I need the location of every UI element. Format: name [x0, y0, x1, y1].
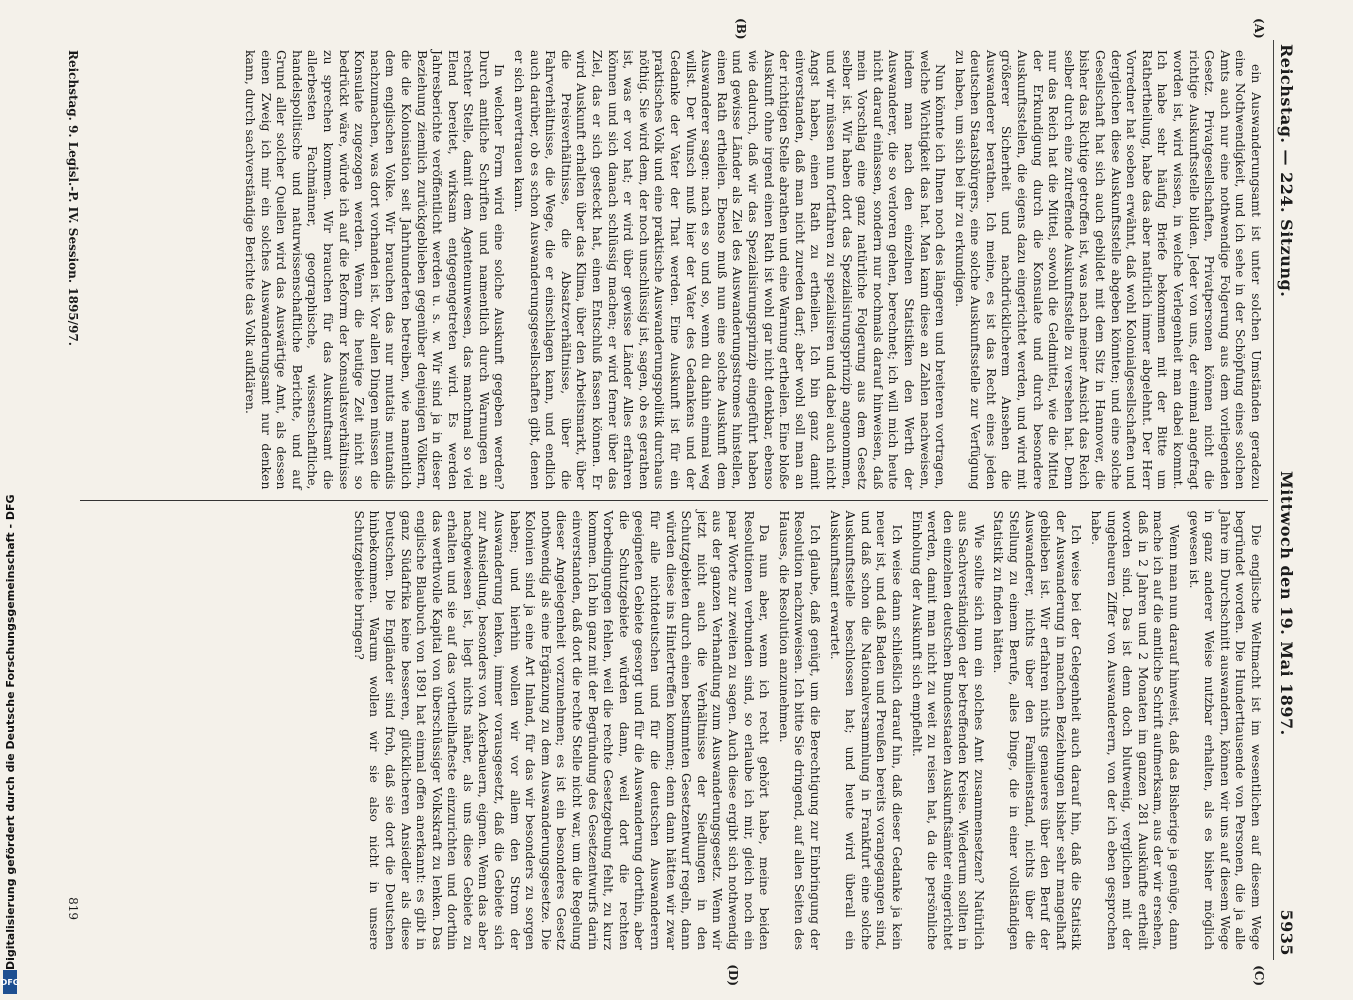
paragraph: Ich weise dann schließlich darauf hin, daß dieser Gedanke ja kein neuer ist, und daß Baden und Preußen bereits vorangegangen sind, und daß schon die Nationalversammlung in Frankfurt eine solche Auskunftsstelle beschlossen hat; und heute wird überall ein Auskunftsamt erwartet.: [827, 510, 905, 950]
left-column: [80, 18, 1268, 501]
paragraph: ein Auswanderungsamt ist unter solchen Umständen geradezu eine Nothwendigkeit, und ich sehe in der Schöpfung eines solchen Amts auch nur eine nothwendige Folgerung aus dem vorliegenden Gesetz. Privatgesellschaften, Privatpersonen können nicht die richtige Auskunftsstelle bilden. Jeder von uns, der einmal angefragt worden ist, wird wissen, in welche Verlegenheit man dabei kommt. Ich habe sehr häufig Briefe bekommen mit der Bitte um Rathertheilung, habe das aber natürlich immer abgelehnt. Der Herr Vorredner hat soeben erwähnt, daß wohl Kolonialgesellschaften und dergleichen diese Auskunftsstelle abgeben könnten; und eine solche Gesellschaft hat sich auch gebildet mit dem Sitz in Hannover, die bisher das Richtige getroffen ist, was nach meiner Ansicht das Reich selber durch eine zutreffende Auskunftsstelle zu versehen hat. Denn nur das Reich hat die Mittel, sowohl die Geldmittel, wie die Mittel der Erkundigung durch die Konsulate und durch besondere Auskunftsstellen, die eigens dazu eingerichtet werden, und wird mit größerer Sicherheit und nachdrücklicherem Ansehen die Auswanderer berathen. Ich meine, es ist das Recht eines jeden deutschen Staatsbürgers, eine solche Auskunftsstelle zur Verfügung zu haben, um sich bei ihr zu erkundigen.: [952, 50, 1264, 490]
paragraph: Ich glaube, daß genügt, um die Berechtigung zur Einbringung der Resolution nachzuweisen. Ich bitte Sie dringend, auf allen Seiten des Hauses, die Resolution anzunehmen.: [776, 510, 823, 950]
paragraph: Die englische Weltmacht ist im wesentlichen auf diesem Wege begründet worden. Die Hunderttausende von Personen, die ja alle Jahre im Durchschnitt auswandern, können wir uns auf diesem Wege in ganz anderer Weise nutzbar erhalten, als es bisher möglich gewesen ist.: [1186, 510, 1264, 950]
margin-marker-b: (B): [734, 18, 748, 40]
right-column: [80, 501, 1268, 961]
margin-marker-a: (A): [1252, 18, 1266, 39]
margin-marker-c: (C): [1252, 965, 1266, 986]
paragraph: Ich weise bei der Gelegenheit auch darauf hin, daß die Statistik der Auswanderung in manchen Beziehungen bisher sehr mangelhaft geblieben ist. Wir erfahren nichts genaueres über den Beruf der Auswanderer, nichts über den Familienstand, nichts über die Stellung zu einem Berufe, alles Dinge, die in einer vollständigen Statistik zu finden hätten.: [991, 510, 1085, 950]
page-footer: Reichstag. 9. Legisl.-P. IV. Session. 1895/97.: [66, 50, 80, 346]
digitization-credit: Digitalisierung gefördert durch die Deutsche Forschungsgemeinschaft - DFG: [4, 494, 17, 970]
paragraph: In welcher Form wird eine solche Auskunft gegeben werden? Durch amtliche Schriften und namentlich durch Warnungen an rechter Stelle, damit dem Agentenunwesen, das manchmal so viel Elend bereitet, wirksam entgegengetreten wird. Es werden Jahresberichte veröffentlicht werden u. s. w. Wir sind ja in dieser Beziehung ziemlich zurückgeblieben gegenüber denjenigen Völkern, die die Kolonisation seit Jahrhunderten betreiben, wie namentlich dem englischen Volke. Wir brauchen das nur mutatis mutandis nachzumachen, was dort vorhanden ist. Vor allen Dingen müssen die Konsulate zugezogen werden. Wenn die heutige Zeit nicht so bedrückt wäre, würde ich auf die Reform der Konsulatsverhältnisse zu sprechen kommen. Wir brauchen für das Auskunftsamt die allerbesten Fachmänner, geographische, wissenschaftliche, handelspolitische und naturwissenschaftliche Berichte, und auf Grund aller solcher Quellen wird das Auswärtige Amt, als dessen einen Zweig ich mir ein solches Auswanderungsamt nur denken kann, durch sachverständige Berichte das Volk aufklären.: [243, 50, 508, 490]
paragraph: Wenn man nun darauf hinweist, daß das Bisherige ja genüge, dann mache ich auf die amtliche Schrift aufmerksam, aus der wir ersehen, daß in 2 Jahren und 2 Monaten im ganzen 281 Auskünfte ertheilt worden sind. Das ist denn doch blutwenig, verglichen mit der ungeheuren Ziffer von Auswanderern, von der ich eben gesprochen habe.: [1089, 510, 1183, 950]
footer-page-number: 819: [66, 897, 80, 920]
dfg-logo: DFG: [3, 970, 17, 994]
text-columns: [80, 18, 1268, 960]
paragraph: Nun könnte ich Ihnen noch des längeren und breiteren vortragen, welche Wichtigkeit das hat. Man kann diese an Zahlen nachweisen, indem man nach den einzelnen Statistiken den Werth der Auswanderer, die so verloren gehen, berechnet; ich will mich heute nicht darauf einlassen, sondern nur nochmals darauf hinweisen, daß mein Vorschlag eine ganz natürliche Folgerung aus dem Gesetz selber ist. Wir haben dort das Spezialisirungsprinzip angenommen, und wir müssen nun fortfahren zu spezialisiren und dabei auch nicht Angst haben, einen Rath zu ertheilen. Ich bin ganz damit einverstanden, daß man nicht zureden darf; aber wohl soll man an der richtigen Stelle abrathen und eine Warnung ertheilen. Eine bloße Auskunft ohne irgend einen Rath ist wohl gar nicht denkbar, ebenso wie dadurch, daß wir das Spezialisirungsprinzip eingeführt haben und gewisse Länder als Ziel des Auswanderungsstromes hinstellen, einen Rath ertheilen. Ebenso muß nun eine solche Auskunft dem Auswanderer sagen: nach es so und so, wenn du dahin einmal weg willst. Der Wunsch muß hier der Vater des Gedankens und der Gedanke der Vater der That werden. Eine Auskunft ist für ein praktisches Volk und eine praktische Auswanderungspolitik durchaus nöthig. Sie wird dem, der noch unschlüssig ist, sagen, ob es gerathen ist, was er vor hat; er wird über gewisse Länder Alles erfahren können und sich danach schlüssig machen; er wird ferner über das Ziel, das er sich gesteckt hat, einen Entschluß fassen können. Er wird Auskunft erhalten über das Klima, über den Arbeitsmarkt, über die Preisverhältnisse, die Absatzverhältnisse, über die Fahrverhältnisse, die Wege, die er einschlagen kann, und endlich auch darüber, ob es schon Auswanderungsgesellschaften gibt, denen er sich anvertrauen kann.: [512, 50, 949, 490]
paragraph: Da nun aber, wenn ich recht gehört habe, meine beiden Resolutionen verbunden sind, so erlaube ich mir, gleich noch ein paar Worte zur zweiten zu sagen. Auch diese ergibt sich nothwendig aus der ganzen Verhandlung zum Auswanderungsgesetz. Wenn wir jetzt nicht auch die Verhältnisse der Siedlungen in den Schutzgebieten durch einen bestimmten Gesetzentwurf regeln, dann würden diese ins Hintertreffen kommen; denn dann hätten wir zwar für alle nichtdeutschen und für die deutschen Auswanderern geeigneten Gebiete gesorgt und für die Auswanderung dorthin, aber die Schutzgebiete würden dann, weil dort die rechten Vorbedingungen fehlen, weil die rechte Gesetzgebung fehlt, zu kurz kommen. Ich bin ganz mit der Begründung des Gesetzentwurfs darin einverstanden, daß dort die rechte Stelle nicht war, um die Regelung dieser Angelegenheit vorzunehmen; es ist ein besonderes Gesetz nothwendig als eine Ergänzung zu dem Auswanderungsgesetze. Die Kolonien sind ja eine Art Inland, für das wir besonders zu sorgen haben; und hierhin wollen wir vor allem den Strom der Auswanderung lenken, immer vorausgesetzt, daß die Gebiete sich zur Ansiedlung, besonders von Ackerbauern, eignen. Wenn das aber nachgewiesen ist, liegt nichts näher, als uns diese Gebiete zu erhalten und sie auf das vortheilhafteste einzurichten und dorthin das werthvolle Kapital von überschüssiger Volkskraft zu lenken. Das englische Blaubuch von 1891 hat einmal offen anerkannt: es gibt in ganz Südafrika keine besseren, glücklicheren Ansiedler als diese Deutschen. Die Engländer sind froh, daß sie dort die Deutschen hinbekommen. Warum wollen wir sie also nicht in unsere Schutzgebiete bringen?: [351, 510, 773, 950]
margin-marker-d: (D): [726, 964, 740, 986]
paragraph: Wie sollte sich nun ein solches Amt zusammensetzen? Natürlich aus Sachverständigen der betreffenden Kreise. Wiederum sollten in den einzelnen deutschen Bundesstaaten Auskunftsämter eingerichtet werden, damit man nicht zu weit zu reisen hat, da die persönliche Einholung der Auskunft sich empfiehlt.: [909, 510, 987, 950]
rotated-newspaper-page: [66, 18, 1300, 986]
header-date: Mittwoch den 19. Mai 1897.: [1277, 470, 1297, 736]
header-left: Reichstag. — 224. Sitzung.: [1277, 44, 1297, 298]
header-page-number: 5935: [1277, 909, 1297, 956]
page-header: [1273, 40, 1300, 960]
